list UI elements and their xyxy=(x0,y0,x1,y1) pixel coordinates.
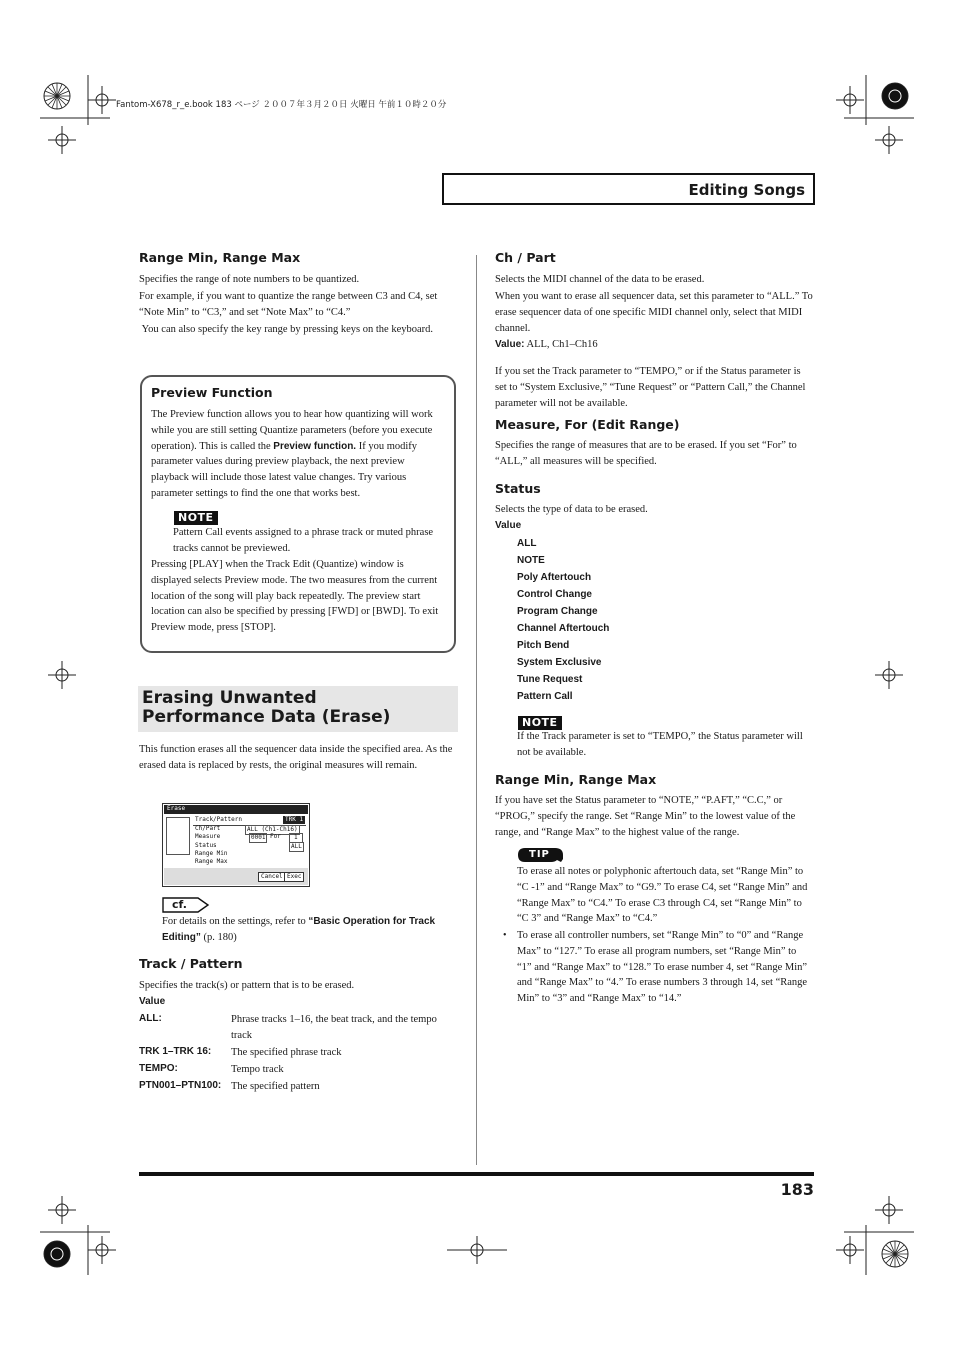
tp-row-0-val: Phrase tracks 1–16, the beat track, and the tempo track xyxy=(231,1014,437,1041)
lcd-status-label: Status xyxy=(195,842,217,849)
preview-note-text: Pattern Call events assigned to a phrase track or muted phrase tracks cannot be previewed. xyxy=(173,527,434,554)
lcd-exec-button: Exec xyxy=(284,872,304,882)
page-number: 183 xyxy=(780,1180,814,1199)
status-note-text: If the Track parameter is set to “TEMPO,” the Status parameter will not be available. xyxy=(517,731,803,758)
tp-row-3-val: The specified pattern xyxy=(231,1081,320,1092)
print-header: Fantom-X678_r_e.book 183 ページ ２００７年３月２０日 火曜日 午前１０時２０分 xyxy=(116,100,447,110)
right-range-title: Range Min, Range Max xyxy=(495,772,657,787)
status-list xyxy=(517,535,609,705)
lcd-title-bar xyxy=(164,805,308,814)
lcd-for-label: For xyxy=(270,833,281,840)
chpart-value xyxy=(495,337,813,353)
lcd-for-value: 1 xyxy=(289,833,303,843)
status-item: ALL xyxy=(517,538,537,549)
lcd-measure-label: Measure xyxy=(195,833,221,840)
tp-row-2-val: Tempo track xyxy=(231,1064,284,1075)
tp-row-0-key: ALL: xyxy=(139,1013,162,1024)
erase-lcd-screenshot xyxy=(162,803,310,887)
chpart-value-label: Value: xyxy=(495,339,525,350)
status-item: Channel Aftertouch xyxy=(517,623,610,634)
left-range-p3: You can also specify the key range by pressing keys on the keyboard. xyxy=(139,324,434,335)
measure-p1: Specifies the range of measures that are to be erased. If you set “For” to “ALL,” all measures will be specified. xyxy=(495,440,797,467)
status-value-label: Value xyxy=(495,520,522,531)
preview-p1-bold: Preview function. xyxy=(273,440,357,452)
cf-text-a: For details on the settings, refer to xyxy=(162,916,309,927)
status-item: NOTE xyxy=(517,555,545,566)
status-item: Poly Aftertouch xyxy=(517,572,592,583)
track-pattern-value-label: Value xyxy=(139,996,166,1007)
tip-bullet-icon: • xyxy=(503,930,507,941)
preview-p2: Pressing [PLAY] when the Track Edit (Quantize) window is displayed selects Preview mode. The two measures from the current location of the song will play back repeatedly. The preview start location can also be specified by pressing [FWD] or [BWD]. To exit Preview mode, press [STOP]. xyxy=(151,559,439,634)
cf-text-b: (p. 180) xyxy=(200,931,237,943)
lcd-title: Erase xyxy=(167,805,186,812)
left-range-p2: For example, if you want to quantize the range between C3 and C4, set “Note Min” to “C3,” and set “Note Max” to “C4.” xyxy=(139,291,438,318)
chpart-title: Ch / Part xyxy=(495,250,556,265)
status-item: System Exclusive xyxy=(517,657,602,668)
tp-row-1-val: The specified phrase track xyxy=(231,1047,342,1058)
status-title: Status xyxy=(495,481,541,496)
erase-heading: Erasing Unwanted Performance Data (Erase) xyxy=(142,688,391,727)
note-badge: NOTE xyxy=(518,716,562,730)
lcd-status-value: ALL xyxy=(291,843,302,850)
cf-text xyxy=(162,914,458,946)
track-pattern-title: Track / Pattern xyxy=(139,956,243,971)
lcd-range-min-label: Range Min xyxy=(195,850,228,857)
preview-p1 xyxy=(151,407,443,502)
right-range-p1: If you have set the Status parameter to “NOTE,” “P.AFT,” “C.C,” or “PROG,” specify the range. Set “Range Min” to the lowest value of the range, and “Range Max” to the highest value of the range. xyxy=(495,795,796,838)
status-p1: Selects the type of data to be erased. xyxy=(495,504,648,515)
lcd-trk: TRK 1 xyxy=(285,816,304,823)
preview-p1-a: The Preview function allows you to hear how quantizing will work while you are still setting Quantize parameters (before you execute operation). This is called the xyxy=(151,409,433,452)
left-range-p1: Specifies the range of note numbers to be quantized. xyxy=(139,274,360,285)
preview-p1-b: If you modify parameter values during preview playback, the next preview playback will include those latest value changes. Try various parameter settings to find the one that works best. xyxy=(151,440,418,499)
section-header-box xyxy=(442,173,815,205)
lcd-side-panel xyxy=(166,817,190,855)
status-item: Control Change xyxy=(517,589,592,600)
chpart-p3: If you set the Track parameter to “TEMPO,” or if the Status parameter is set to “System Exclusive,” “Tune Request” or “Pattern Call,” the Channel parameter will not be available. xyxy=(495,366,806,409)
tp-row-2-key: TEMPO: xyxy=(139,1063,178,1074)
erase-intro: This function erases all the sequencer data inside the specified area. As the erased data is replaced by rests, the original measures will remain. xyxy=(139,744,453,771)
lcd-range-max-label: Range Max xyxy=(195,858,228,865)
column-divider xyxy=(476,255,477,1165)
preview-title: Preview Function xyxy=(151,385,273,400)
lcd-cancel-button: Cancel xyxy=(258,872,286,882)
tip-text-2: To erase all controller numbers, set “Range Min” to “0” and “Range Max” to “127.” To erase all program numbers, set “Range Min” to “1” and “Range Max” to “128.” To erase number 4, set “Range Min” and “Range Max” to “4.” To erase numbers 3 through 14, set “Range Min” to “3” and “Range Max” to “14.” xyxy=(517,930,808,1005)
section-header-title: Editing Songs xyxy=(688,181,805,199)
lcd-chpart-label: Ch/Part xyxy=(195,825,221,832)
note-badge: NOTE xyxy=(174,511,218,525)
chpart-p1: Selects the MIDI channel of the data to be erased. xyxy=(495,274,705,285)
footer-rule xyxy=(139,1172,814,1176)
status-item: Tune Request xyxy=(517,674,583,685)
lcd-tab: Track/Pattern xyxy=(195,816,242,823)
cf-label: cf. xyxy=(172,898,187,911)
left-range-title: Range Min, Range Max xyxy=(139,250,301,265)
lcd-chpart-value: ALL (Ch1-Ch16) xyxy=(247,826,298,833)
lcd-measure-value: 0001 xyxy=(251,834,266,841)
status-item: Pattern Call xyxy=(517,691,573,702)
chpart-p2: When you want to erase all sequencer data, set this parameter to “ALL.” To erase sequencer data of one specific MIDI channel only, select that MIDI channel. xyxy=(495,291,813,334)
chpart-value-text: ALL, Ch1–Ch16 xyxy=(524,339,598,350)
status-item: Pitch Bend xyxy=(517,640,570,651)
cf-text-bold: “Basic Operation for Track Editing” xyxy=(162,916,436,943)
track-pattern-p1: Specifies the track(s) or pattern that is to be erased. xyxy=(139,980,355,991)
tip-label: TIP xyxy=(529,849,550,860)
preview-note-badge xyxy=(174,508,218,526)
status-item: Program Change xyxy=(517,606,598,617)
tp-row-1-key: TRK 1–TRK 16: xyxy=(139,1046,212,1057)
tp-row-3-key: PTN001–PTN100: xyxy=(139,1080,222,1091)
tip-text-1: To erase all notes or polyphonic aftertouch data, set “Range Min” to “C -1” and “Range Max” to “G9.” To erase C4, set “Range Min” and “Range Max” to “C4.” To erase C3 through C4, set “Range Min” to “C 3” and “Range Max” to “C4.” xyxy=(517,866,808,925)
preview-function-box xyxy=(140,375,456,653)
measure-title: Measure, For (Edit Range) xyxy=(495,417,680,432)
